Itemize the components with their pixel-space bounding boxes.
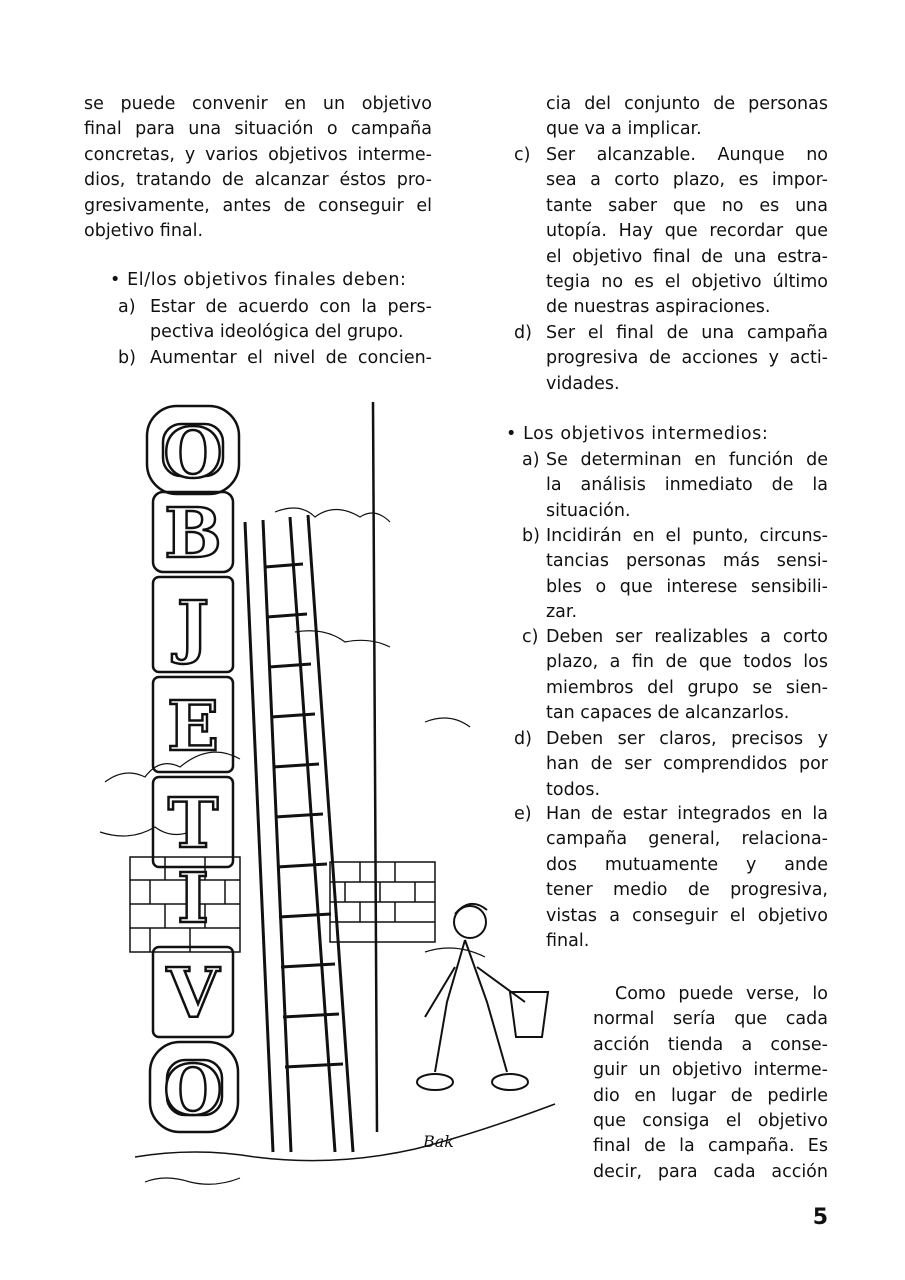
text-line: Aumentar el nivel de concien- xyxy=(150,348,432,368)
artist-signature: Bak xyxy=(423,1132,454,1151)
text-line: concretas, y varios objetivos interme- xyxy=(84,144,432,165)
sign-letter: E xyxy=(167,687,219,767)
text-line: tante saber que no es una xyxy=(546,195,828,216)
pole xyxy=(373,402,377,1132)
closing-paragraph xyxy=(593,982,828,1185)
final-objectives-heading: • El/los objetivos finales deben: xyxy=(110,270,407,290)
intermediate-objectives-heading: • Los objetivos intermedios: xyxy=(506,424,769,444)
text-line: de nuestras aspiraciones. xyxy=(546,297,771,318)
page-number: 5 xyxy=(812,1205,828,1230)
text-line: Deben ser realizables a corto xyxy=(546,627,828,647)
text-line: que consiga el objetivo xyxy=(593,1111,828,1132)
list-marker: a) xyxy=(522,450,540,470)
text-line: han de ser comprendidos por xyxy=(546,754,828,775)
text-line: pectiva ideológica del grupo. xyxy=(150,322,404,343)
text-line: guir un objetivo interme- xyxy=(593,1060,828,1081)
sign-letter: B xyxy=(164,494,222,574)
list-marker: b) xyxy=(118,348,136,368)
sign-letter: J xyxy=(176,587,210,667)
text-line: dos mutuamente y ande xyxy=(546,854,828,875)
text-line: acción tienda a conse- xyxy=(593,1034,828,1055)
sign-letter: V xyxy=(166,954,220,1034)
sign-letter: O xyxy=(163,1051,223,1131)
text-line: Como puede verse, lo xyxy=(615,984,828,1004)
text-line: se puede convenir en un objetivo xyxy=(84,94,432,114)
text-line: la análisis inmediato de la xyxy=(546,475,828,496)
list-marker: a) xyxy=(118,297,136,317)
text-line: plazo, a fin de que todos los xyxy=(546,652,828,673)
wall-texture xyxy=(100,508,485,957)
sign-letter: I xyxy=(177,859,209,939)
workman-figure xyxy=(417,904,548,1090)
text-line: tegia no es el objetivo último xyxy=(546,272,828,293)
text-line: normal sería que cada xyxy=(593,1009,828,1030)
text-line: miembros del grupo se sien- xyxy=(546,677,828,698)
text-line: final. xyxy=(546,931,590,952)
text-line: zar. xyxy=(546,602,578,623)
text-line: que va a implicar. xyxy=(546,119,702,140)
text-line: dio en lugar de pedirle xyxy=(593,1085,828,1106)
text-line: tan capaces de alcanzarlos. xyxy=(546,703,790,724)
text-line: sea a corto plazo, es impor- xyxy=(546,170,828,191)
text-line: vidades. xyxy=(546,373,620,394)
text-line: Incidirán en el punto, circuns- xyxy=(546,526,828,546)
text-line: dios, tratando de alcanzar éstos pro- xyxy=(84,170,432,191)
text-line: campaña general, relaciona- xyxy=(546,829,828,850)
text-line: Ser el final de una campaña xyxy=(546,323,828,343)
list-marker: d) xyxy=(514,729,532,749)
intro-paragraph xyxy=(84,92,432,244)
list-marker: c) xyxy=(514,145,531,165)
text-line: vistas a conseguir el objetivo xyxy=(546,905,828,926)
text-line: el objetivo final de una estra- xyxy=(546,246,828,267)
text-line: Estar de acuerdo con la pers- xyxy=(150,297,432,317)
sign-letter: O xyxy=(163,414,223,494)
text-line: tener medio de progresiva, xyxy=(546,880,828,901)
list-marker: b) xyxy=(522,526,540,546)
text-line: todos. xyxy=(546,779,601,800)
text-line: gresivamente, antes de conseguir el xyxy=(84,195,432,216)
text-line: Deben ser claros, precisos y xyxy=(546,729,828,749)
text-line: utopía. Hay que recordar que xyxy=(546,221,828,242)
text-line: situación. xyxy=(546,500,631,521)
text-line: final para una situación o campaña xyxy=(84,119,432,140)
text-line: tancias personas más sensi- xyxy=(546,551,828,572)
text-line: progresiva de acciones y acti- xyxy=(546,348,828,369)
text-line: objetivo final. xyxy=(84,221,204,242)
text-line: bles o que interese sensibili- xyxy=(546,576,828,597)
ladder xyxy=(245,515,353,1152)
text-line: Ser alcanzable. Aunque no xyxy=(546,145,828,165)
sign-letter: T xyxy=(167,784,219,864)
list-marker: e) xyxy=(514,804,532,824)
list-marker: c) xyxy=(522,627,539,647)
text-line: decir, para cada acción xyxy=(593,1161,828,1182)
objetivo-ladder-illustration xyxy=(95,392,565,1197)
list-marker: d) xyxy=(514,323,532,343)
continuation-text xyxy=(546,92,828,143)
text-line: cia del conjunto de personas xyxy=(546,94,828,114)
text-line: Han de estar integrados en la xyxy=(546,804,828,824)
text-line: final de la campaña. Es xyxy=(593,1136,828,1157)
text-line: Se determinan en función de xyxy=(546,450,828,470)
